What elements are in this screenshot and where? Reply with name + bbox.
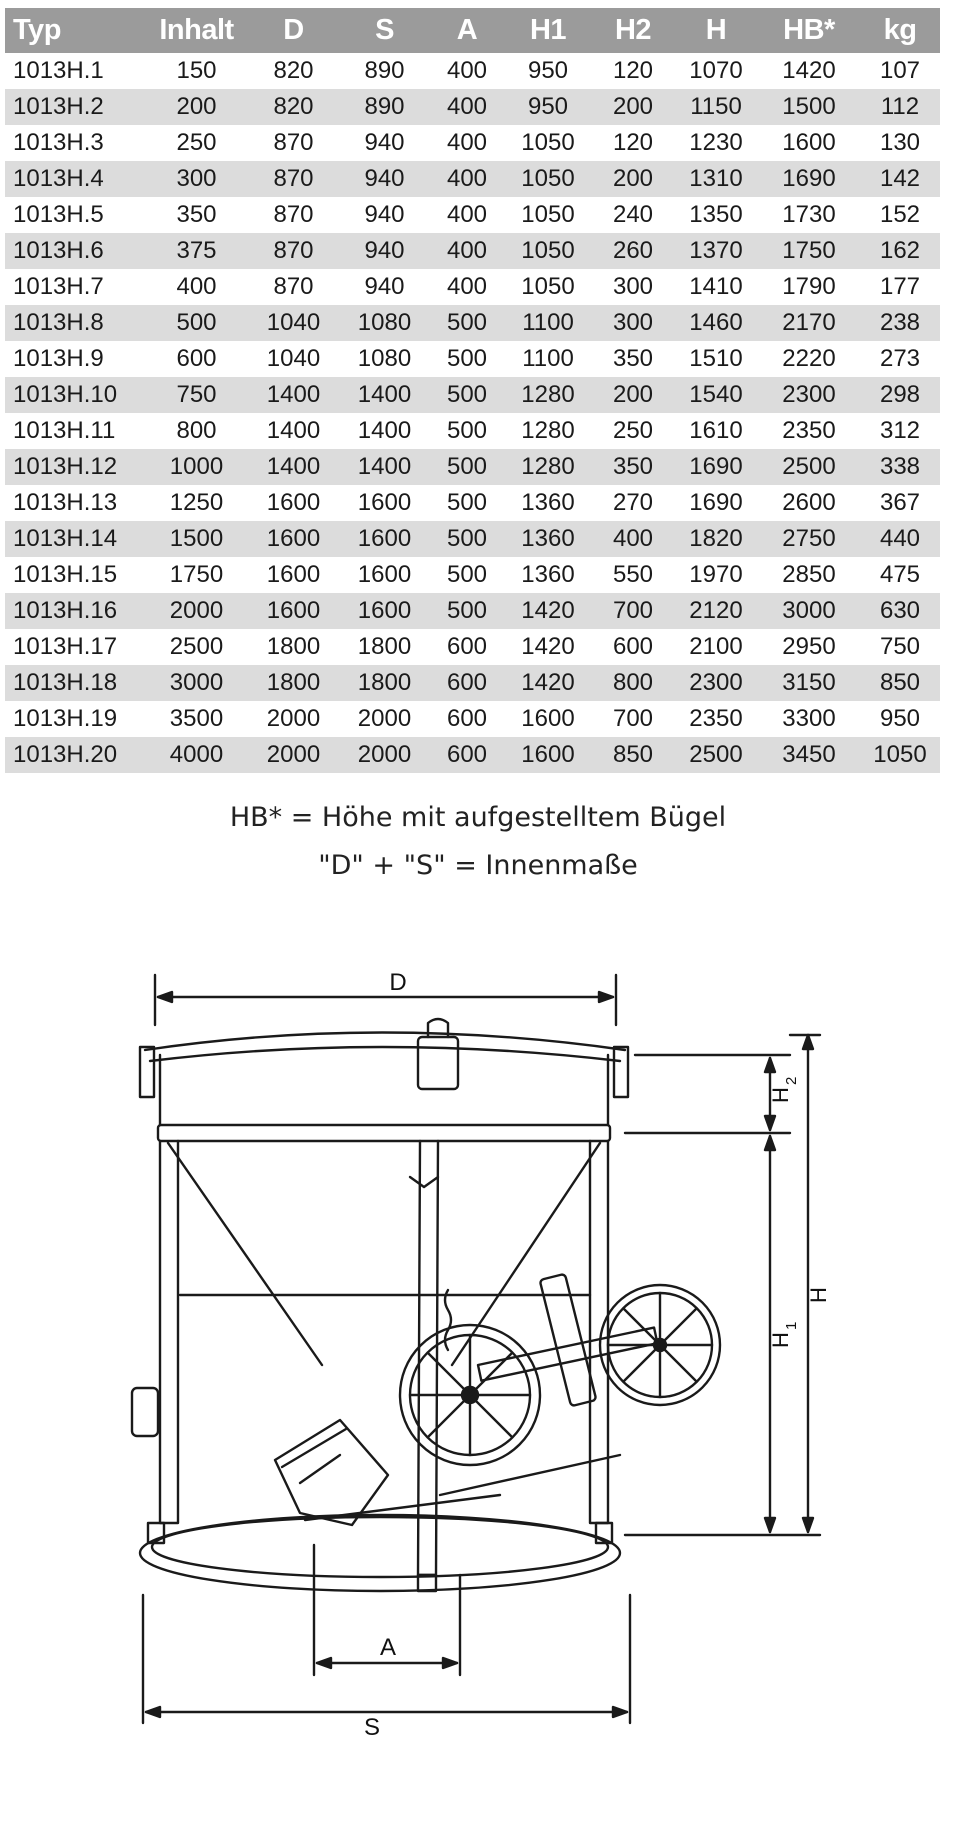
table-cell: 1420 [782,57,836,84]
table-cell: 1750 [758,233,860,269]
table-cell: 630 [860,593,940,629]
table-cell: 152 [879,201,921,228]
leg-center-mark [410,1177,438,1187]
table-cell: 400 [430,161,504,197]
dim-h2-arrow-top [765,1058,775,1072]
table-cell: 1013H.18 [5,665,145,701]
table-cell: 130 [879,129,921,156]
table-row [5,521,940,557]
table-cell: 1050 [521,273,575,300]
table-cell: 1050 [860,737,940,773]
table-cell: 1013H.3 [13,129,104,156]
table-cell: 1400 [339,449,430,485]
lid-clip-right [614,1047,628,1097]
table-cell: 700 [612,705,654,732]
dim-h2-arrow-bottom [765,1116,775,1130]
table-cell: 1080 [339,305,430,341]
table-cell: 1800 [266,633,321,660]
table-cell: 1280 [504,377,592,413]
table-cell: 850 [592,737,674,773]
table-cell: 1690 [689,489,743,516]
table-cell: 1540 [674,377,758,413]
side-handle [132,1388,158,1436]
table-cell: 2950 [782,633,836,660]
table-cell: 1750 [169,561,224,588]
frame-leg-center [418,1141,438,1575]
table-cell: 2850 [782,561,836,588]
table-row [5,161,940,197]
table-row [5,269,940,305]
table-cell: 2000 [248,737,339,773]
table-row [5,485,940,521]
dim-h-arrow-bottom [803,1518,813,1532]
table-cell: 3450 [758,737,860,773]
table-cell: 500 [446,345,488,372]
table-cell: 2000 [339,737,430,773]
table-cell: 1600 [248,593,339,629]
table-cell: 1013H.16 [5,593,145,629]
table-cell: 1280 [504,449,592,485]
dim-h-arrow-top [803,1035,813,1049]
table-cell: 3150 [758,665,860,701]
table-cell: 1420 [504,665,592,701]
table-cell: 440 [860,521,940,557]
table-cell: 940 [364,201,405,228]
table-row [5,377,940,413]
cone-right-edge [452,1143,600,1365]
table-cell: 2220 [782,345,836,372]
table-cell: 270 [612,489,654,516]
table-cell: 1360 [521,489,575,516]
table-cell: 1410 [689,273,743,300]
table-cell: 1050 [521,201,575,228]
table-cell: 1600 [357,489,412,516]
table-cell: 1370 [674,233,758,269]
header-h2: H2 [592,8,674,53]
table-cell: 1230 [689,129,743,156]
dim-h2-label-main: H [768,1087,793,1103]
table-cell: 200 [592,377,674,413]
table-cell: 400 [446,201,488,228]
table-cell: 2120 [674,593,758,629]
dim-h2-label-sub: 2 [783,1076,800,1085]
table-cell: 1000 [145,449,248,485]
table-cell: 1800 [339,665,430,701]
table-cell: 2500 [674,737,758,773]
note-inner-dimensions: "D" + "S" = Innenmaße [318,850,638,881]
table-cell: 600 [430,665,504,701]
table-cell: 400 [430,89,504,125]
table-cell: 500 [446,417,488,444]
table-cell: 940 [339,233,430,269]
table-cell: 238 [860,305,940,341]
table-cell: 500 [446,561,488,588]
header-hb: HB* [758,8,860,53]
table-cell: 1100 [522,345,574,372]
table-cell: 1600 [504,737,592,773]
table-cell: 940 [339,161,430,197]
table-cell: 2100 [689,633,743,660]
table-cell: 1600 [357,561,412,588]
table-cell: 1600 [521,705,575,732]
cone-left-edge [168,1143,322,1365]
dim-h1-label [768,1322,800,1348]
table-row [5,305,940,341]
table-cell: 400 [446,57,488,84]
table-cell: 1013H.5 [13,201,104,228]
table-cell: 2500 [169,633,224,660]
table-cell: 1100 [504,305,592,341]
table-cell: 800 [592,665,674,701]
dim-a-label: A [379,1634,397,1661]
header-inhalt: Inhalt [145,8,248,53]
table-cell: 1600 [339,521,430,557]
table-row [5,593,940,629]
table-cell: 400 [446,273,488,300]
table-cell: 950 [527,57,569,84]
table-cell: 600 [446,705,488,732]
table-cell: 400 [176,273,217,300]
table-cell: 400 [430,233,504,269]
table-cell: 1013H.7 [13,273,104,300]
table-cell: 107 [879,57,921,84]
table-cell: 400 [592,521,674,557]
table-cell: 2500 [758,449,860,485]
table-cell: 550 [612,561,654,588]
table-row [5,125,940,161]
table-cell: 312 [879,417,921,444]
table-row [5,89,940,125]
table-cell: 2000 [357,705,412,732]
table-cell: 260 [592,233,674,269]
table-cell: 1730 [782,201,836,228]
table-cell: 600 [446,633,488,660]
table-cell: 240 [612,201,654,228]
table-cell: 250 [612,417,654,444]
table-cell: 350 [612,345,654,372]
table-cell: 850 [860,665,940,701]
table-cell: 1013H.15 [13,561,118,588]
table-cell: 350 [176,201,217,228]
table-cell: 600 [430,737,504,773]
table-cell: 1013H.10 [5,377,145,413]
table-cell: 375 [145,233,248,269]
table-cell: 1013H.14 [5,521,145,557]
table-cell: 1013H.4 [5,161,145,197]
dim-h1-arrow-bottom [765,1518,775,1532]
frame-leg-left [160,1141,178,1523]
table-row [5,665,940,701]
discharge-gate-line-2 [300,1455,340,1483]
discharge-gate [275,1420,388,1525]
table-cell: 1040 [248,305,339,341]
table-cell: 1080 [357,345,412,372]
table-row [5,737,940,773]
table-cell: 1013H.2 [5,89,145,125]
table-cell: 475 [879,561,921,588]
table-cell: 1600 [248,521,339,557]
table-row [5,197,940,233]
table-cell: 338 [860,449,940,485]
table-cell: 4000 [145,737,248,773]
table-cell: 1013H.11 [13,417,116,444]
dim-d-arrow-right [599,992,613,1002]
table-cell: 1013H.1 [13,57,104,84]
table-cell: 298 [860,377,940,413]
table-cell: 300 [612,273,654,300]
table-cell: 500 [430,593,504,629]
table-cell: 1013H.12 [5,449,145,485]
table-cell: 1013H.13 [13,489,118,516]
table-cell: 940 [364,129,405,156]
table-cell: 162 [860,233,940,269]
table-row [5,629,940,665]
table-cell: 2600 [782,489,836,516]
table-cell: 1400 [248,377,339,413]
table-cell: 1050 [521,129,575,156]
table-cell: 750 [879,633,921,660]
table-cell: 367 [879,489,921,516]
table-cell: 700 [592,593,674,629]
table-cell: 350 [592,449,674,485]
table-cell: 1070 [689,57,743,84]
lid-arc-inner [150,1047,620,1061]
table-cell: 150 [176,57,217,84]
table-row [5,53,940,89]
dim-s-arrow-left [146,1707,160,1717]
table-body [5,53,940,773]
lid-clip-left [140,1047,154,1097]
table-cell: 1460 [674,305,758,341]
table-cell: 1040 [266,345,321,372]
table-cell: 2300 [674,665,758,701]
table-cell: 870 [248,233,339,269]
table-cell: 300 [145,161,248,197]
table-cell: 600 [176,345,217,372]
table-cell: 2750 [758,521,860,557]
table-cell: 1013H.6 [5,233,145,269]
table-cell: 1420 [504,593,592,629]
gearbox [540,1274,597,1406]
dim-h-label-main: H [806,1287,831,1303]
dim-s-label: S [363,1714,381,1735]
table-cell: 800 [176,417,217,444]
dim-h2-label [768,1077,800,1103]
header-h: H [674,8,758,53]
table-cell: 400 [446,129,488,156]
table-cell: 890 [364,57,405,84]
table-cell: 1050 [504,233,592,269]
base-ring-inner [152,1517,608,1577]
table-cell: 200 [145,89,248,125]
table-row [5,233,940,269]
table-cell: 1310 [674,161,758,197]
frame-leg-right [590,1141,608,1523]
table-cell: 1400 [248,449,339,485]
dim-a-arrow-left [317,1658,331,1668]
table-cell: 1510 [689,345,743,372]
dim-h1-label-sub: 1 [783,1321,800,1330]
table-cell: 500 [145,305,248,341]
table-header-row [5,8,940,53]
dim-h1-label-main: H [768,1332,793,1348]
note-hb-definition: HB* = Höhe mit aufgestelltem Bügel [229,802,727,833]
table-cell: 1790 [782,273,836,300]
table-cell: 870 [248,161,339,197]
table-cell: 1970 [689,561,743,588]
concrete-bucket-drawing [0,955,956,1735]
table-cell: 200 [592,89,674,125]
table-cell: 500 [430,305,504,341]
table-cell: 1150 [674,89,758,125]
table-cell: 2170 [758,305,860,341]
table-cell: 3500 [169,705,224,732]
table-row [5,413,940,449]
table-cell: 750 [145,377,248,413]
table-row [5,449,940,485]
table-cell: 1013H.19 [13,705,118,732]
table-cell: 2350 [782,417,836,444]
table-cell: 1690 [674,449,758,485]
table-cell: 2000 [266,705,321,732]
table-cell: 870 [273,129,314,156]
safety-chain [445,1290,451,1350]
table-cell: 820 [248,89,339,125]
header-a: A [430,8,504,53]
table-cell: 1360 [521,561,575,588]
table-cell: 500 [430,377,504,413]
table-cell: 1820 [674,521,758,557]
table-cell: 1050 [504,161,592,197]
table-cell: 500 [446,489,488,516]
dim-h-label [806,1287,831,1303]
table-cell: 1013H.8 [5,305,145,341]
lid-lock [418,1037,458,1089]
dim-a-arrow-right [443,1658,457,1668]
table-row [5,341,940,377]
table-cell: 950 [504,89,592,125]
table-cell: 1800 [248,665,339,701]
table-cell: 1250 [169,489,224,516]
table-cell: 3000 [145,665,248,701]
table-cell: 500 [430,521,504,557]
table-cell: 112 [860,89,940,125]
table-cell: 870 [273,273,314,300]
table-cell: 1600 [266,561,321,588]
table-cell: 142 [860,161,940,197]
table-row [5,557,940,593]
middle-ring [158,1125,610,1141]
table-cell: 600 [612,633,654,660]
table-cell: 950 [879,705,921,732]
table-cell: 1500 [758,89,860,125]
header-typ: Typ [5,8,145,53]
dim-s-arrow-right [613,1707,627,1717]
header-kg: kg [860,8,940,53]
table-cell: 820 [273,57,314,84]
table-cell: 300 [592,305,674,341]
table-cell: 3000 [758,593,860,629]
gate-linkage [440,1455,620,1495]
table-cell: 1420 [521,633,575,660]
table-cell: 1600 [339,593,430,629]
table-cell: 1350 [689,201,743,228]
dim-d-arrow-left [158,992,172,1002]
table-cell: 1500 [145,521,248,557]
table-cell: 200 [592,161,674,197]
table-cell: 3300 [782,705,836,732]
table-cell: 1600 [782,129,836,156]
table-cell: 1610 [689,417,743,444]
specification-table [5,8,940,773]
table-cell: 1690 [758,161,860,197]
header-s: S [339,8,430,53]
table-cell: 120 [612,129,654,156]
table-cell: 1360 [504,521,592,557]
table-cell: 1800 [357,633,412,660]
table-cell: 1400 [339,377,430,413]
table-cell: 1013H.9 [13,345,104,372]
table-cell: 177 [879,273,921,300]
table-cell: 2350 [689,705,743,732]
table-cell: 273 [879,345,921,372]
header-h1: H1 [504,8,592,53]
table-cell: 890 [339,89,430,125]
table-row [5,701,940,737]
table-cell: 500 [430,449,504,485]
dim-d-label: D [389,969,407,996]
table-cell: 1400 [266,417,321,444]
table-cell: 1280 [521,417,575,444]
header-d: D [248,8,339,53]
dim-h1-arrow-top [765,1136,775,1150]
table-cell: 940 [364,273,405,300]
table-cell: 2300 [758,377,860,413]
table-cell: 2000 [145,593,248,629]
table-cell: 1013H.20 [5,737,145,773]
table-cell: 1400 [357,417,412,444]
table-cell: 1600 [266,489,321,516]
table-cell: 870 [273,201,314,228]
table-cell: 250 [176,129,217,156]
table-cell: 1013H.17 [13,633,118,660]
table-cell: 120 [612,57,654,84]
